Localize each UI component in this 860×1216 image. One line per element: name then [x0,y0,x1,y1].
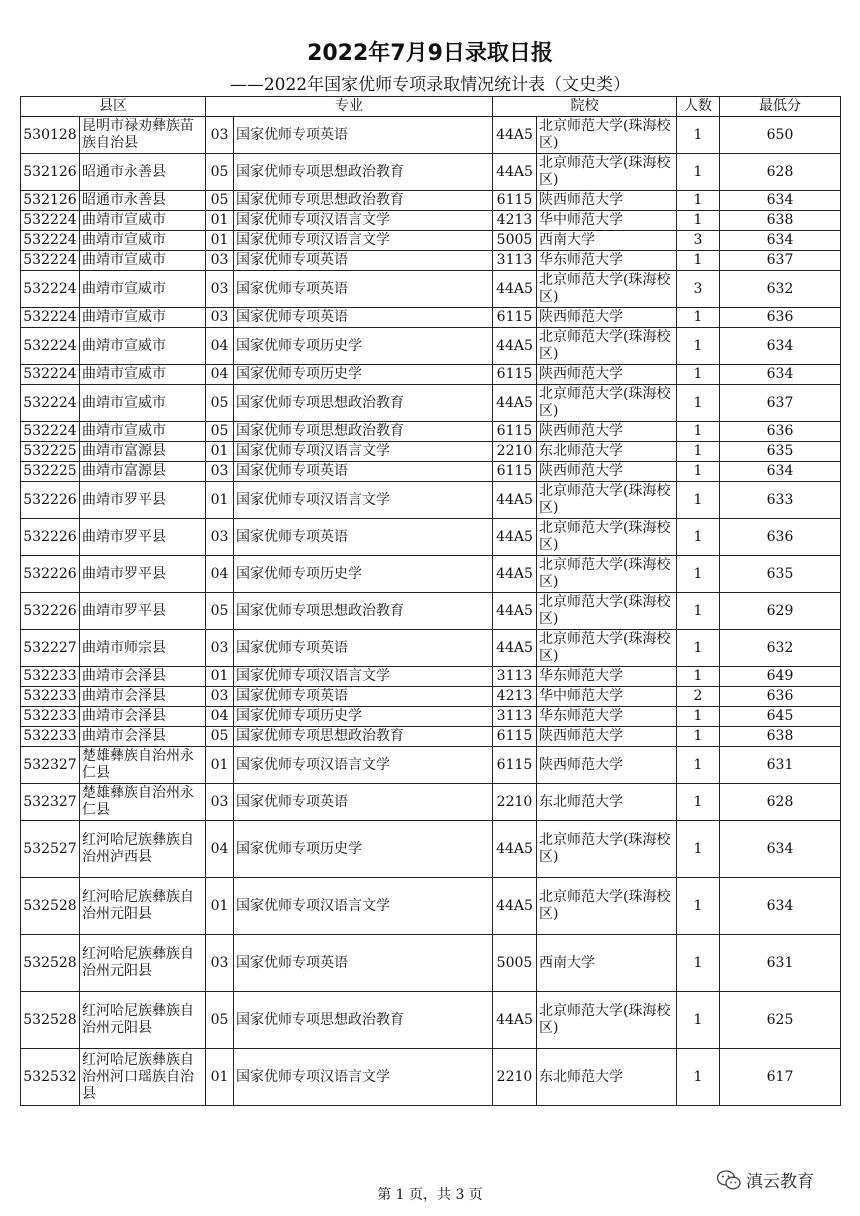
cell-county-name: 曲靖市宣威市 [80,365,206,385]
cell-min-score: 635 [720,442,841,462]
cell-county-code: 532233 [21,727,80,747]
cell-min-score: 645 [720,707,841,727]
cell-major-code: 01 [206,1049,234,1106]
cell-major-name: 国家优师专项英语 [234,519,493,556]
cell-major-name: 国家优师专项历史学 [234,556,493,593]
cell-school-code: 44A5 [493,482,537,519]
cell-count: 1 [677,251,720,271]
cell-county-code: 532126 [21,191,80,211]
cell-major-name: 国家优师专项汉语言文学 [234,1049,493,1106]
cell-major-name: 国家优师专项思想政治教育 [234,727,493,747]
column-header-major: 专业 [206,97,493,117]
table-row [21,992,841,1049]
page-subtitle: ——2022年国家优师专项录取情况统计表（文史类） [229,75,631,95]
cell-county-name: 楚雄彝族自治州永仁县 [80,747,206,784]
table-row [21,385,841,422]
cell-county-name: 曲靖市宣威市 [80,328,206,365]
cell-count: 1 [677,482,720,519]
cell-count: 1 [677,821,720,878]
cell-major-name: 国家优师专项历史学 [234,328,493,365]
cell-school-code: 44A5 [493,630,537,667]
cell-county-code: 532233 [21,687,80,707]
cell-county-code: 532224 [21,308,80,328]
cell-count: 1 [677,462,720,482]
cell-count: 1 [677,593,720,630]
cell-county-code: 532233 [21,707,80,727]
cell-county-code: 532532 [21,1049,80,1106]
cell-school-name: 北京师范大学(珠海校区) [537,482,677,519]
cell-min-score: 636 [720,422,841,442]
cell-count: 1 [677,707,720,727]
cell-count: 1 [677,878,720,935]
cell-min-score: 650 [720,117,841,154]
cell-county-name: 曲靖市宣威市 [80,422,206,442]
cell-county-code: 532528 [21,935,80,992]
cell-count: 1 [677,328,720,365]
cell-major-name: 国家优师专项思想政治教育 [234,593,493,630]
cell-county-name: 曲靖市罗平县 [80,519,206,556]
admission-table [20,96,841,1106]
cell-major-code: 03 [206,308,234,328]
cell-county-name: 曲靖市罗平县 [80,482,206,519]
cell-min-score: 634 [720,878,841,935]
cell-min-score: 631 [720,935,841,992]
table-row [21,1049,841,1106]
cell-min-score: 649 [720,667,841,687]
table-row [21,154,841,191]
cell-county-code: 532224 [21,365,80,385]
cell-school-name: 西南大学 [537,231,677,251]
cell-major-code: 01 [206,667,234,687]
cell-count: 1 [677,935,720,992]
cell-count: 1 [677,442,720,462]
cell-school-name: 华东师范大学 [537,707,677,727]
table-row [21,442,841,462]
cell-major-code: 05 [206,593,234,630]
cell-school-code: 3113 [493,251,537,271]
cell-major-code: 01 [206,878,234,935]
cell-county-name: 昭通市永善县 [80,191,206,211]
cell-school-name: 华中师范大学 [537,211,677,231]
cell-county-code: 532528 [21,878,80,935]
cell-county-code: 532224 [21,422,80,442]
cell-school-code: 3113 [493,667,537,687]
cell-school-code: 5005 [493,935,537,992]
cell-min-score: 631 [720,747,841,784]
cell-school-name: 北京师范大学(珠海校区) [537,328,677,365]
cell-major-name: 国家优师专项英语 [234,271,493,308]
cell-count: 1 [677,117,720,154]
cell-major-code: 01 [206,747,234,784]
cell-school-name: 北京师范大学(珠海校区) [537,519,677,556]
cell-school-name: 陕西师范大学 [537,727,677,747]
column-header-count: 人数 [677,97,720,117]
cell-school-code: 44A5 [493,271,537,308]
cell-school-code: 44A5 [493,385,537,422]
cell-county-name: 曲靖市会泽县 [80,687,206,707]
cell-count: 1 [677,556,720,593]
cell-school-code: 44A5 [493,154,537,191]
cell-school-name: 北京师范大学(珠海校区) [537,117,677,154]
cell-count: 1 [677,747,720,784]
cell-major-name: 国家优师专项汉语言文学 [234,211,493,231]
cell-count: 1 [677,992,720,1049]
cell-county-name: 曲靖市宣威市 [80,385,206,422]
page-footer: 第 1 页，共 3 页 [377,1187,483,1203]
cell-major-name: 国家优师专项思想政治教育 [234,992,493,1049]
cell-major-code: 03 [206,784,234,821]
cell-county-code: 532327 [21,747,80,784]
table-row [21,365,841,385]
table-row [21,630,841,667]
cell-county-name: 红河哈尼族彝族自治州泸西县 [80,821,206,878]
cell-school-code: 44A5 [493,117,537,154]
cell-county-name: 曲靖市宣威市 [80,271,206,308]
cell-major-code: 03 [206,117,234,154]
cell-school-code: 44A5 [493,519,537,556]
cell-major-code: 03 [206,630,234,667]
cell-county-code: 532327 [21,784,80,821]
cell-count: 1 [677,784,720,821]
cell-school-code: 5005 [493,231,537,251]
cell-county-name: 曲靖市罗平县 [80,593,206,630]
cell-school-code: 6115 [493,191,537,211]
cell-min-score: 636 [720,687,841,707]
cell-county-code: 532224 [21,271,80,308]
table-row [21,687,841,707]
cell-county-name: 曲靖市会泽县 [80,707,206,727]
cell-major-code: 05 [206,154,234,191]
cell-school-name: 北京师范大学(珠海校区) [537,271,677,308]
cell-major-code: 05 [206,191,234,211]
cell-major-code: 01 [206,231,234,251]
cell-school-code: 44A5 [493,992,537,1049]
cell-school-code: 44A5 [493,821,537,878]
table-row [21,707,841,727]
cell-min-score: 634 [720,328,841,365]
table-row [21,821,841,878]
cell-school-code: 44A5 [493,593,537,630]
cell-major-code: 01 [206,442,234,462]
cell-county-code: 532226 [21,519,80,556]
table-row [21,519,841,556]
cell-count: 1 [677,630,720,667]
cell-county-code: 532226 [21,482,80,519]
cell-count: 1 [677,385,720,422]
cell-school-name: 北京师范大学(珠海校区) [537,630,677,667]
cell-major-name: 国家优师专项历史学 [234,707,493,727]
cell-county-name: 楚雄彝族自治州永仁县 [80,784,206,821]
cell-school-name: 北京师范大学(珠海校区) [537,556,677,593]
cell-major-name: 国家优师专项思想政治教育 [234,154,493,191]
cell-county-name: 昭通市永善县 [80,154,206,191]
table-row [21,878,841,935]
table-header-row [21,97,841,117]
wechat-icon [716,1169,742,1191]
cell-major-code: 04 [206,821,234,878]
cell-major-name: 国家优师专项历史学 [234,821,493,878]
cell-major-code: 03 [206,519,234,556]
cell-min-score: 625 [720,992,841,1049]
table-row [21,117,841,154]
cell-major-code: 04 [206,328,234,365]
cell-min-score: 634 [720,191,841,211]
cell-major-name: 国家优师专项英语 [234,117,493,154]
cell-major-name: 国家优师专项汉语言文学 [234,747,493,784]
cell-major-name: 国家优师专项历史学 [234,365,493,385]
cell-major-name: 国家优师专项汉语言文学 [234,878,493,935]
table-row [21,462,841,482]
page-title: 2022年7月9日录取日报 [307,41,553,66]
cell-major-code: 03 [206,935,234,992]
cell-school-name: 陕西师范大学 [537,422,677,442]
cell-school-code: 6115 [493,308,537,328]
cell-major-name: 国家优师专项汉语言文学 [234,667,493,687]
cell-county-code: 532226 [21,593,80,630]
cell-school-name: 陕西师范大学 [537,462,677,482]
cell-county-code: 532528 [21,992,80,1049]
cell-county-name: 红河哈尼族彝族自治州元阳县 [80,878,206,935]
cell-school-code: 2210 [493,442,537,462]
cell-county-code: 532224 [21,328,80,365]
cell-county-code: 532224 [21,251,80,271]
table-row [21,482,841,519]
cell-min-score: 637 [720,385,841,422]
cell-school-code: 2210 [493,1049,537,1106]
cell-county-code: 530128 [21,117,80,154]
cell-county-name: 曲靖市宣威市 [80,308,206,328]
cell-school-code: 6115 [493,422,537,442]
cell-min-score: 617 [720,1049,841,1106]
cell-county-code: 532225 [21,462,80,482]
table-row [21,271,841,308]
cell-count: 1 [677,667,720,687]
table-row [21,556,841,593]
table-row [21,231,841,251]
brand-label: 滇云教育 [746,1172,814,1192]
cell-school-name: 东北师范大学 [537,784,677,821]
cell-min-score: 629 [720,593,841,630]
cell-county-name: 曲靖市师宗县 [80,630,206,667]
cell-school-code: 6115 [493,747,537,784]
cell-major-name: 国家优师专项思想政治教育 [234,422,493,442]
cell-county-name: 红河哈尼族彝族自治州元阳县 [80,935,206,992]
cell-count: 1 [677,422,720,442]
cell-count: 2 [677,687,720,707]
table-row [21,308,841,328]
cell-min-score: 638 [720,727,841,747]
cell-school-name: 北京师范大学(珠海校区) [537,821,677,878]
cell-county-name: 曲靖市宣威市 [80,231,206,251]
cell-county-name: 曲靖市富源县 [80,462,206,482]
cell-major-code: 04 [206,365,234,385]
cell-county-code: 532224 [21,385,80,422]
cell-school-code: 44A5 [493,328,537,365]
cell-min-score: 634 [720,231,841,251]
brand-watermark [716,1167,814,1192]
cell-school-name: 北京师范大学(珠海校区) [537,154,677,191]
cell-major-code: 05 [206,992,234,1049]
table-body [21,117,841,1106]
cell-major-code: 05 [206,422,234,442]
cell-school-code: 6115 [493,462,537,482]
cell-school-code: 3113 [493,707,537,727]
cell-school-name: 东北师范大学 [537,442,677,462]
cell-major-code: 05 [206,727,234,747]
cell-major-name: 国家优师专项思想政治教育 [234,385,493,422]
column-header-county: 县区 [21,97,206,117]
cell-count: 3 [677,231,720,251]
table-row [21,727,841,747]
cell-school-name: 陕西师范大学 [537,365,677,385]
cell-count: 3 [677,271,720,308]
cell-county-name: 红河哈尼族彝族自治州河口瑶族自治县 [80,1049,206,1106]
cell-major-name: 国家优师专项英语 [234,784,493,821]
column-header-min-score: 最低分 [720,97,841,117]
column-header-school: 院校 [493,97,677,117]
cell-school-code: 4213 [493,687,537,707]
cell-min-score: 634 [720,821,841,878]
cell-school-code: 44A5 [493,878,537,935]
cell-school-name: 北京师范大学(珠海校区) [537,878,677,935]
cell-major-name: 国家优师专项汉语言文学 [234,442,493,462]
table-row [21,251,841,271]
cell-min-score: 632 [720,271,841,308]
cell-min-score: 636 [720,519,841,556]
cell-min-score: 634 [720,365,841,385]
cell-major-name: 国家优师专项英语 [234,687,493,707]
cell-school-code: 6115 [493,727,537,747]
cell-min-score: 628 [720,784,841,821]
table-row [21,328,841,365]
cell-min-score: 635 [720,556,841,593]
cell-min-score: 633 [720,482,841,519]
cell-county-code: 532527 [21,821,80,878]
cell-major-name: 国家优师专项英语 [234,308,493,328]
cell-min-score: 636 [720,308,841,328]
cell-major-name: 国家优师专项汉语言文学 [234,231,493,251]
cell-count: 1 [677,191,720,211]
cell-major-code: 03 [206,462,234,482]
table-row [21,422,841,442]
cell-county-code: 532225 [21,442,80,462]
cell-county-code: 532233 [21,667,80,687]
table-row [21,191,841,211]
cell-county-name: 曲靖市会泽县 [80,667,206,687]
cell-major-code: 03 [206,271,234,308]
cell-major-code: 01 [206,482,234,519]
cell-major-code: 04 [206,707,234,727]
cell-school-name: 北京师范大学(珠海校区) [537,593,677,630]
cell-school-name: 陕西师范大学 [537,191,677,211]
cell-county-code: 532227 [21,630,80,667]
cell-major-code: 03 [206,687,234,707]
cell-count: 1 [677,1049,720,1106]
cell-min-score: 637 [720,251,841,271]
cell-county-name: 红河哈尼族彝族自治州元阳县 [80,992,206,1049]
cell-county-code: 532126 [21,154,80,191]
cell-major-code: 03 [206,251,234,271]
cell-count: 1 [677,519,720,556]
cell-min-score: 628 [720,154,841,191]
cell-county-code: 532224 [21,231,80,251]
cell-school-name: 陕西师范大学 [537,747,677,784]
cell-school-name: 陕西师范大学 [537,308,677,328]
cell-school-code: 6115 [493,365,537,385]
table-row [21,784,841,821]
table-row [21,667,841,687]
cell-county-code: 532224 [21,211,80,231]
cell-count: 1 [677,211,720,231]
cell-school-code: 4213 [493,211,537,231]
cell-major-code: 01 [206,211,234,231]
cell-school-name: 华东师范大学 [537,667,677,687]
cell-county-code: 532226 [21,556,80,593]
cell-school-code: 2210 [493,784,537,821]
cell-count: 1 [677,154,720,191]
cell-major-name: 国家优师专项思想政治教育 [234,191,493,211]
table-row [21,935,841,992]
cell-major-name: 国家优师专项英语 [234,935,493,992]
cell-school-name: 华东师范大学 [537,251,677,271]
table-row [21,593,841,630]
cell-min-score: 638 [720,211,841,231]
cell-count: 1 [677,308,720,328]
cell-major-code: 04 [206,556,234,593]
cell-county-name: 昆明市禄劝彝族苗族自治县 [80,117,206,154]
cell-school-name: 北京师范大学(珠海校区) [537,385,677,422]
cell-count: 1 [677,365,720,385]
cell-county-name: 曲靖市会泽县 [80,727,206,747]
cell-min-score: 634 [720,462,841,482]
cell-county-name: 曲靖市宣威市 [80,211,206,231]
table-row [21,211,841,231]
cell-county-name: 曲靖市罗平县 [80,556,206,593]
cell-school-name: 东北师范大学 [537,1049,677,1106]
cell-major-name: 国家优师专项英语 [234,462,493,482]
cell-county-name: 曲靖市宣威市 [80,251,206,271]
cell-major-code: 05 [206,385,234,422]
cell-school-name: 华中师范大学 [537,687,677,707]
cell-county-name: 曲靖市富源县 [80,442,206,462]
table-row [21,747,841,784]
cell-major-name: 国家优师专项英语 [234,251,493,271]
cell-school-name: 北京师范大学(珠海校区) [537,992,677,1049]
cell-count: 1 [677,727,720,747]
cell-min-score: 632 [720,630,841,667]
cell-school-name: 西南大学 [537,935,677,992]
cell-major-name: 国家优师专项英语 [234,630,493,667]
cell-major-name: 国家优师专项汉语言文学 [234,482,493,519]
cell-school-code: 44A5 [493,556,537,593]
